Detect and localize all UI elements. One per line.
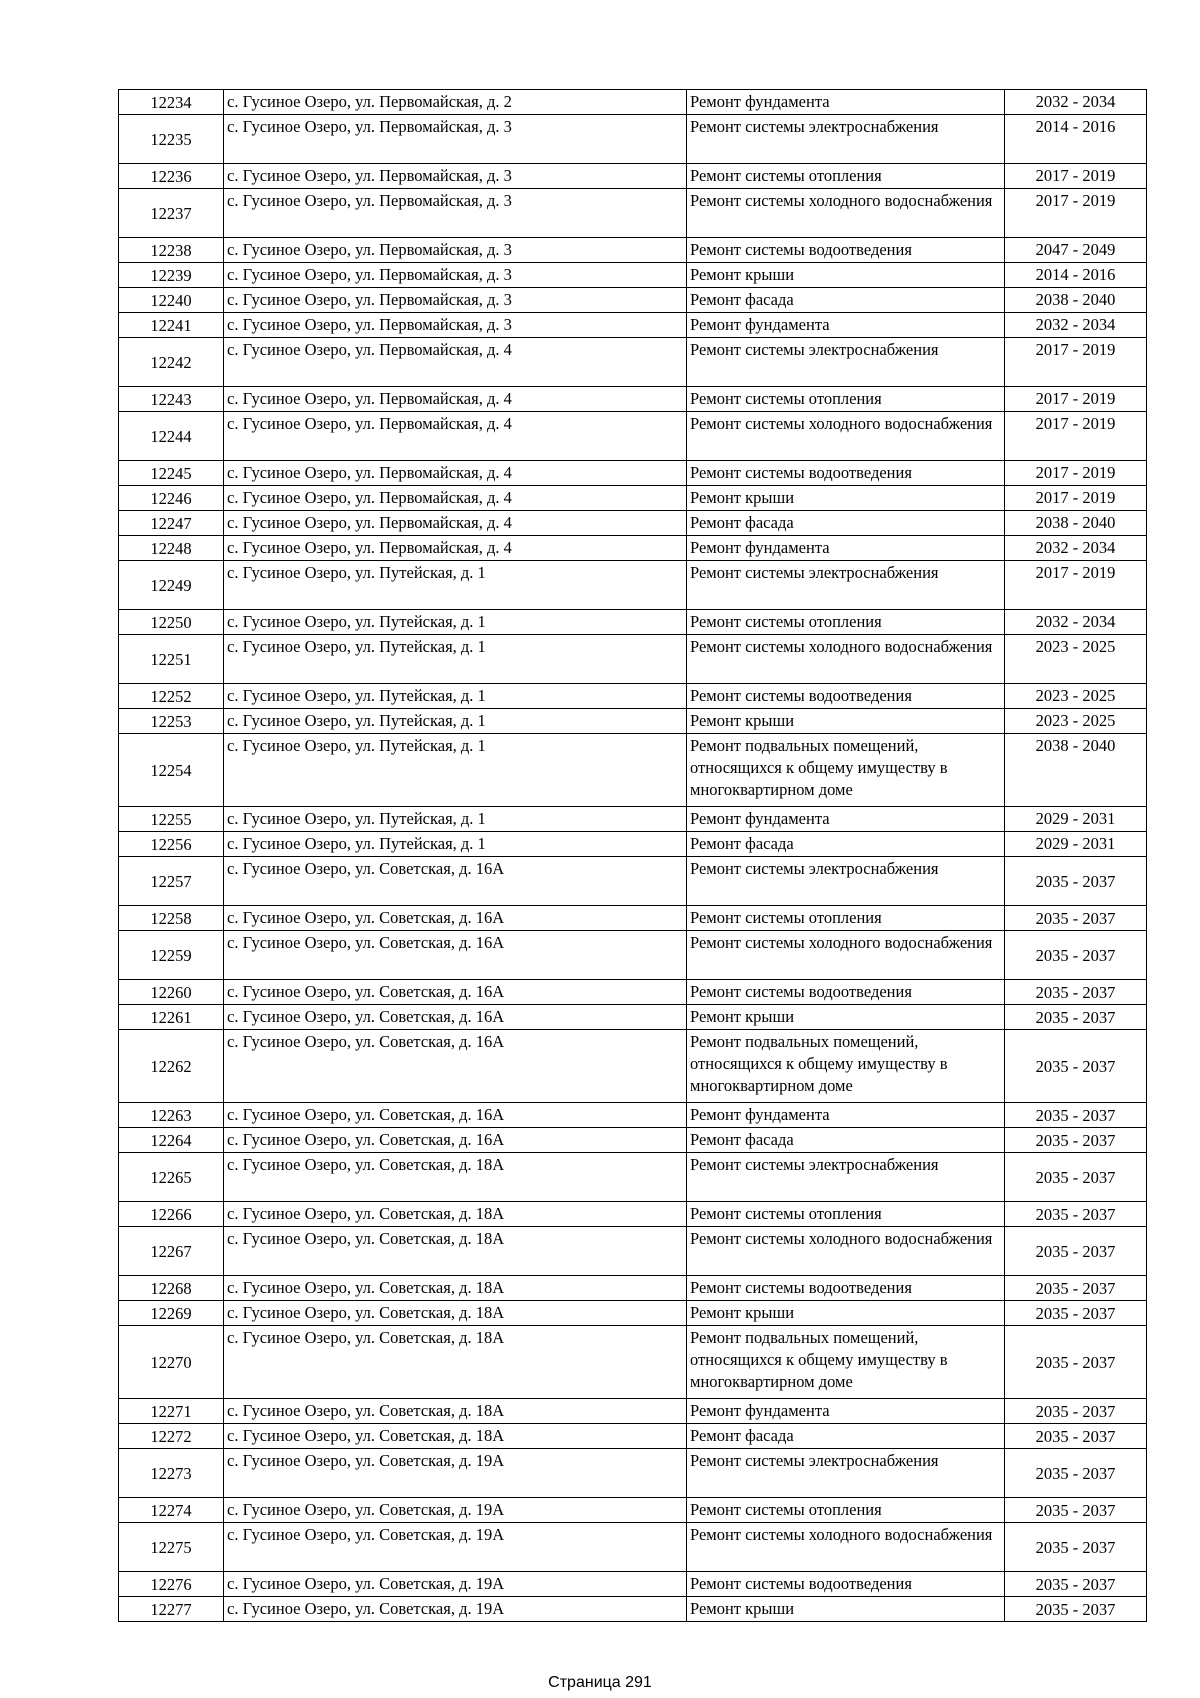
work-type-cell: Ремонт системы холодного водоснабжения [687,1523,1005,1572]
period-cell: 2035 - 2037 [1005,1523,1147,1572]
table-row [119,635,1147,684]
address-cell: с. Гусиное Озеро, ул. Советская, д. 18А [224,1326,687,1399]
address-cell: с. Гусиное Озеро, ул. Советская, д. 16А [224,857,687,906]
work-type-cell: Ремонт фундамента [687,1103,1005,1128]
work-type-cell: Ремонт фасада [687,1128,1005,1153]
work-type-cell: Ремонт подвальных помещений, относящихся к общему имуществу в многоквартирном доме [687,1326,1005,1399]
row-number-cell: 12243 [119,387,224,412]
table-row [119,90,1147,115]
address-cell: с. Гусиное Озеро, ул. Первомайская, д. 3 [224,164,687,189]
table-row [119,1276,1147,1301]
address-cell: с. Гусиное Озеро, ул. Советская, д. 16А [224,980,687,1005]
row-number-cell: 12253 [119,709,224,734]
table-row [119,1153,1147,1202]
row-number-cell: 12275 [119,1523,224,1572]
period-cell: 2035 - 2037 [1005,857,1147,906]
table-row [119,1449,1147,1498]
address-cell: с. Гусиное Озеро, ул. Советская, д. 16А [224,1030,687,1103]
period-cell: 2035 - 2037 [1005,1498,1147,1523]
period-cell: 2017 - 2019 [1005,486,1147,511]
period-cell: 2047 - 2049 [1005,238,1147,263]
table-row [119,1424,1147,1449]
row-number-cell: 12237 [119,189,224,238]
work-type-cell: Ремонт системы отопления [687,1498,1005,1523]
period-cell: 2017 - 2019 [1005,412,1147,461]
period-cell: 2038 - 2040 [1005,734,1147,807]
table-row [119,684,1147,709]
address-cell: с. Гусиное Озеро, ул. Путейская, д. 1 [224,734,687,807]
work-type-cell: Ремонт системы отопления [687,164,1005,189]
row-number-cell: 12264 [119,1128,224,1153]
row-number-cell: 12266 [119,1202,224,1227]
table-row [119,561,1147,610]
row-number-cell: 12245 [119,461,224,486]
work-type-cell: Ремонт системы отопления [687,610,1005,635]
table-row [119,610,1147,635]
table-row [119,1202,1147,1227]
table-row [119,857,1147,906]
period-cell: 2032 - 2034 [1005,536,1147,561]
address-cell: с. Гусиное Озеро, ул. Первомайская, д. 3 [224,263,687,288]
address-cell: с. Гусиное Озеро, ул. Первомайская, д. 4 [224,511,687,536]
row-number-cell: 12249 [119,561,224,610]
work-type-cell: Ремонт подвальных помещений, относящихся к общему имуществу в многоквартирном доме [687,734,1005,807]
period-cell: 2035 - 2037 [1005,1103,1147,1128]
table-row [119,1572,1147,1597]
address-cell: с. Гусиное Озеро, ул. Советская, д. 19А [224,1572,687,1597]
table-row [119,1005,1147,1030]
work-type-cell: Ремонт фундамента [687,807,1005,832]
table-row [119,734,1147,807]
table-row [119,1399,1147,1424]
table-row [119,511,1147,536]
period-cell: 2035 - 2037 [1005,1449,1147,1498]
row-number-cell: 12267 [119,1227,224,1276]
table-row [119,189,1147,238]
address-cell: с. Гусиное Озеро, ул. Первомайская, д. 3 [224,313,687,338]
work-type-cell: Ремонт фасада [687,288,1005,313]
address-cell: с. Гусиное Озеро, ул. Советская, д. 19А [224,1523,687,1572]
address-cell: с. Гусиное Озеро, ул. Путейская, д. 1 [224,684,687,709]
work-type-cell: Ремонт системы электроснабжения [687,561,1005,610]
address-cell: с. Гусиное Озеро, ул. Путейская, д. 1 [224,807,687,832]
address-cell: с. Гусиное Озеро, ул. Первомайская, д. 4 [224,461,687,486]
table-row [119,115,1147,164]
address-cell: с. Гусиное Озеро, ул. Первомайская, д. 3 [224,189,687,238]
address-cell: с. Гусиное Озеро, ул. Первомайская, д. 4 [224,338,687,387]
period-cell: 2035 - 2037 [1005,1572,1147,1597]
row-number-cell: 12238 [119,238,224,263]
period-cell: 2017 - 2019 [1005,164,1147,189]
work-type-cell: Ремонт крыши [687,709,1005,734]
address-cell: с. Гусиное Озеро, ул. Путейская, д. 1 [224,561,687,610]
address-cell: с. Гусиное Озеро, ул. Первомайская, д. 4 [224,387,687,412]
period-cell: 2038 - 2040 [1005,288,1147,313]
address-cell: с. Гусиное Озеро, ул. Советская, д. 18А [224,1153,687,1202]
address-cell: с. Гусиное Озеро, ул. Советская, д. 19А [224,1449,687,1498]
address-cell: с. Гусиное Озеро, ул. Советская, д. 18А [224,1424,687,1449]
row-number-cell: 12276 [119,1572,224,1597]
table-row [119,807,1147,832]
period-cell: 2035 - 2037 [1005,980,1147,1005]
address-cell: с. Гусиное Озеро, ул. Первомайская, д. 3 [224,115,687,164]
row-number-cell: 12274 [119,1498,224,1523]
work-type-cell: Ремонт системы холодного водоснабжения [687,931,1005,980]
row-number-cell: 12239 [119,263,224,288]
period-cell: 2032 - 2034 [1005,610,1147,635]
address-cell: с. Гусиное Озеро, ул. Советская, д. 19А [224,1498,687,1523]
address-cell: с. Гусиное Озеро, ул. Советская, д. 16А [224,1005,687,1030]
work-type-cell: Ремонт крыши [687,263,1005,288]
address-cell: с. Гусиное Озеро, ул. Советская, д. 16А [224,931,687,980]
table-row [119,1597,1147,1622]
page-number: Страница 291 [548,1674,652,1691]
row-number-cell: 12248 [119,536,224,561]
row-number-cell: 12262 [119,1030,224,1103]
period-cell: 2023 - 2025 [1005,635,1147,684]
address-cell: с. Гусиное Озеро, ул. Советская, д. 16А [224,1128,687,1153]
row-number-cell: 12235 [119,115,224,164]
period-cell: 2035 - 2037 [1005,931,1147,980]
period-cell: 2017 - 2019 [1005,189,1147,238]
work-type-cell: Ремонт системы отопления [687,387,1005,412]
row-number-cell: 12254 [119,734,224,807]
address-cell: с. Гусиное Озеро, ул. Первомайская, д. 4 [224,486,687,511]
table-row [119,164,1147,189]
row-number-cell: 12250 [119,610,224,635]
row-number-cell: 12252 [119,684,224,709]
period-cell: 2035 - 2037 [1005,1153,1147,1202]
address-cell: с. Гусиное Озеро, ул. Советская, д. 16А [224,1103,687,1128]
work-type-cell: Ремонт системы электроснабжения [687,115,1005,164]
table-row [119,1030,1147,1103]
address-cell: с. Гусиное Озеро, ул. Путейская, д. 1 [224,709,687,734]
work-type-cell: Ремонт системы холодного водоснабжения [687,412,1005,461]
table-row [119,412,1147,461]
period-cell: 2017 - 2019 [1005,338,1147,387]
work-type-cell: Ремонт системы водоотведения [687,461,1005,486]
work-type-cell: Ремонт фундамента [687,313,1005,338]
work-type-cell: Ремонт системы водоотведения [687,980,1005,1005]
table-row [119,1128,1147,1153]
row-number-cell: 12269 [119,1301,224,1326]
period-cell: 2035 - 2037 [1005,1128,1147,1153]
row-number-cell: 12257 [119,857,224,906]
address-cell: с. Гусиное Озеро, ул. Путейская, д. 1 [224,635,687,684]
work-type-cell: Ремонт системы холодного водоснабжения [687,635,1005,684]
table-row [119,906,1147,931]
row-number-cell: 12272 [119,1424,224,1449]
table-row [119,461,1147,486]
period-cell: 2035 - 2037 [1005,1202,1147,1227]
table-row [119,1103,1147,1128]
work-type-cell: Ремонт системы водоотведения [687,238,1005,263]
work-type-cell: Ремонт фасада [687,511,1005,536]
work-type-cell: Ремонт крыши [687,1301,1005,1326]
row-number-cell: 12259 [119,931,224,980]
period-cell: 2029 - 2031 [1005,807,1147,832]
row-number-cell: 12240 [119,288,224,313]
row-number-cell: 12241 [119,313,224,338]
period-cell: 2035 - 2037 [1005,1326,1147,1399]
period-cell: 2035 - 2037 [1005,1301,1147,1326]
period-cell: 2017 - 2019 [1005,387,1147,412]
period-cell: 2017 - 2019 [1005,561,1147,610]
period-cell: 2017 - 2019 [1005,461,1147,486]
row-number-cell: 12263 [119,1103,224,1128]
row-number-cell: 12265 [119,1153,224,1202]
table-row [119,709,1147,734]
period-cell: 2032 - 2034 [1005,90,1147,115]
row-number-cell: 12277 [119,1597,224,1622]
row-number-cell: 12273 [119,1449,224,1498]
address-cell: с. Гусиное Озеро, ул. Первомайская, д. 3 [224,288,687,313]
period-cell: 2035 - 2037 [1005,1005,1147,1030]
row-number-cell: 12242 [119,338,224,387]
table-row [119,931,1147,980]
row-number-cell: 12270 [119,1326,224,1399]
row-number-cell: 12246 [119,486,224,511]
address-cell: с. Гусиное Озеро, ул. Советская, д. 16А [224,906,687,931]
work-type-cell: Ремонт фасада [687,832,1005,857]
period-cell: 2023 - 2025 [1005,709,1147,734]
address-cell: с. Гусиное Озеро, ул. Первомайская, д. 4 [224,536,687,561]
work-type-cell: Ремонт системы холодного водоснабжения [687,1227,1005,1276]
period-cell: 2029 - 2031 [1005,832,1147,857]
work-type-cell: Ремонт системы электроснабжения [687,338,1005,387]
period-cell: 2035 - 2037 [1005,906,1147,931]
row-number-cell: 12256 [119,832,224,857]
work-type-cell: Ремонт подвальных помещений, относящихся к общему имуществу в многоквартирном доме [687,1030,1005,1103]
row-number-cell: 12247 [119,511,224,536]
work-type-cell: Ремонт системы электроснабжения [687,1449,1005,1498]
address-cell: с. Гусиное Озеро, ул. Первомайская, д. 2 [224,90,687,115]
period-cell: 2035 - 2037 [1005,1399,1147,1424]
period-cell: 2023 - 2025 [1005,684,1147,709]
period-cell: 2038 - 2040 [1005,511,1147,536]
work-type-cell: Ремонт фасада [687,1424,1005,1449]
work-type-cell: Ремонт крыши [687,486,1005,511]
table-row [119,980,1147,1005]
row-number-cell: 12268 [119,1276,224,1301]
period-cell: 2014 - 2016 [1005,115,1147,164]
table-row [119,1498,1147,1523]
work-type-cell: Ремонт системы водоотведения [687,684,1005,709]
address-cell: с. Гусиное Озеро, ул. Советская, д. 18А [224,1227,687,1276]
table-row [119,387,1147,412]
period-cell: 2035 - 2037 [1005,1424,1147,1449]
row-number-cell: 12261 [119,1005,224,1030]
repair-schedule-table [118,89,1147,1622]
period-cell: 2035 - 2037 [1005,1227,1147,1276]
address-cell: с. Гусиное Озеро, ул. Путейская, д. 1 [224,610,687,635]
row-number-cell: 12271 [119,1399,224,1424]
row-number-cell: 12255 [119,807,224,832]
table-row [119,1227,1147,1276]
work-type-cell: Ремонт системы водоотведения [687,1572,1005,1597]
table-row [119,238,1147,263]
period-cell: 2032 - 2034 [1005,313,1147,338]
table-row [119,832,1147,857]
row-number-cell: 12236 [119,164,224,189]
table-row [119,536,1147,561]
work-type-cell: Ремонт системы электроснабжения [687,1153,1005,1202]
period-cell: 2035 - 2037 [1005,1597,1147,1622]
work-type-cell: Ремонт системы холодного водоснабжения [687,189,1005,238]
work-type-cell: Ремонт системы водоотведения [687,1276,1005,1301]
table-row [119,338,1147,387]
address-cell: с. Гусиное Озеро, ул. Первомайская, д. 4 [224,412,687,461]
row-number-cell: 12234 [119,90,224,115]
row-number-cell: 12251 [119,635,224,684]
table-body [119,90,1147,1622]
work-type-cell: Ремонт фундамента [687,1399,1005,1424]
address-cell: с. Гусиное Озеро, ул. Советская, д. 18А [224,1202,687,1227]
table-row [119,1326,1147,1399]
period-cell: 2014 - 2016 [1005,263,1147,288]
address-cell: с. Гусиное Озеро, ул. Советская, д. 18А [224,1301,687,1326]
work-type-cell: Ремонт системы электроснабжения [687,857,1005,906]
work-type-cell: Ремонт крыши [687,1597,1005,1622]
table-row [119,1301,1147,1326]
table-row [119,1523,1147,1572]
row-number-cell: 12260 [119,980,224,1005]
work-type-cell: Ремонт фундамента [687,90,1005,115]
address-cell: с. Гусиное Озеро, ул. Советская, д. 18А [224,1399,687,1424]
row-number-cell: 12258 [119,906,224,931]
work-type-cell: Ремонт системы отопления [687,1202,1005,1227]
period-cell: 2035 - 2037 [1005,1276,1147,1301]
table-row [119,313,1147,338]
address-cell: с. Гусиное Озеро, ул. Советская, д. 18А [224,1276,687,1301]
address-cell: с. Гусиное Озеро, ул. Советская, д. 19А [224,1597,687,1622]
work-type-cell: Ремонт крыши [687,1005,1005,1030]
work-type-cell: Ремонт фундамента [687,536,1005,561]
table-row [119,288,1147,313]
address-cell: с. Гусиное Озеро, ул. Первомайская, д. 3 [224,238,687,263]
table-row [119,263,1147,288]
address-cell: с. Гусиное Озеро, ул. Путейская, д. 1 [224,832,687,857]
work-type-cell: Ремонт системы отопления [687,906,1005,931]
period-cell: 2035 - 2037 [1005,1030,1147,1103]
table-row [119,486,1147,511]
row-number-cell: 12244 [119,412,224,461]
